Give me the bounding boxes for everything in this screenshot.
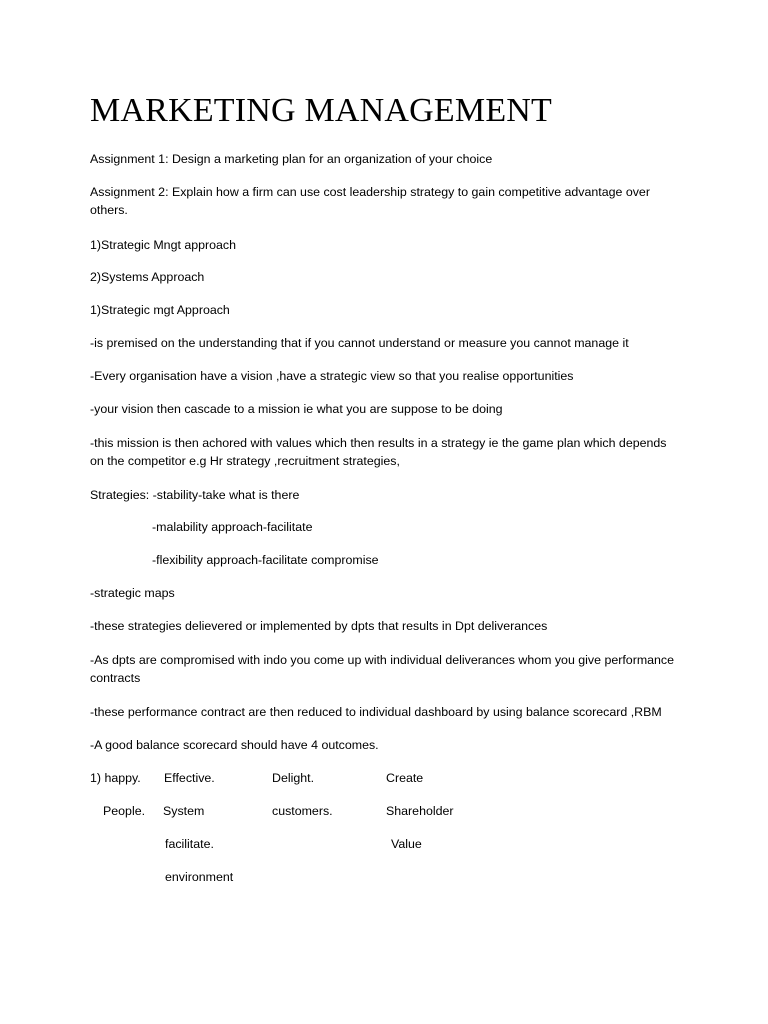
outcome-cell: System [163, 804, 205, 818]
point-4: -this mission is then achored with values which then results in a strategy ie the game plan which depends on the competitor e.g Hr strategy ,recruitment strategies, [90, 436, 667, 468]
approach-1: 1)Strategic Mngt approach [90, 238, 237, 252]
outcome-cell: Create [386, 771, 424, 785]
outcome-cell: environment [165, 870, 234, 884]
strategy-flexibility: -flexibility approach-facilitate compromise [152, 553, 379, 567]
point-dashboard: -these performance contract are then reduced to individual dashboard by using balance scorecard ,RBM [90, 705, 662, 719]
assignment-2: Assignment 2: Explain how a firm can use cost leadership strategy to gain competitive advantage over others. [90, 185, 650, 217]
outcome-cell: Value [391, 837, 422, 851]
strategies-label: Strategies: -stability-take what is there [90, 488, 300, 502]
point-3: -your vision then cascade to a mission ie what you are suppose to be doing [90, 402, 503, 416]
outcome-cell: Effective. [164, 771, 215, 785]
document-title: MARKETING MANAGEMENT [90, 92, 553, 129]
point-deliverances: -these strategies delievered or implemented by dpts that results in Dpt deliverances [90, 619, 548, 633]
strategy-malability: -malability approach-facilitate [152, 520, 313, 534]
outcome-cell: 1) happy. [90, 771, 141, 785]
point-1: -is premised on the understanding that if you cannot understand or measure you cannot manage it [90, 336, 629, 350]
approach-2: 2)Systems Approach [90, 270, 205, 284]
point-2: -Every organisation have a vision ,have a strategic view so that you realise opportunities [90, 369, 574, 383]
assignment-1: Assignment 1: Design a marketing plan for an organization of your choice [90, 152, 493, 166]
outcome-cell: People. [103, 804, 146, 818]
point-scorecard: -A good balance scorecard should have 4 outcomes. [90, 738, 379, 752]
outcome-cell: Delight. [272, 771, 315, 785]
point-performance-contracts: -As dpts are compromised with indo you come up with individual deliverances whom you give performance contracts [90, 653, 675, 685]
outcome-cell: facilitate. [165, 837, 214, 851]
outcome-cell: customers. [272, 804, 333, 818]
outcome-cell: Shareholder [386, 804, 454, 818]
point-strategic-maps: -strategic maps [90, 586, 175, 600]
approach-1-heading: 1)Strategic mgt Approach [90, 303, 230, 317]
